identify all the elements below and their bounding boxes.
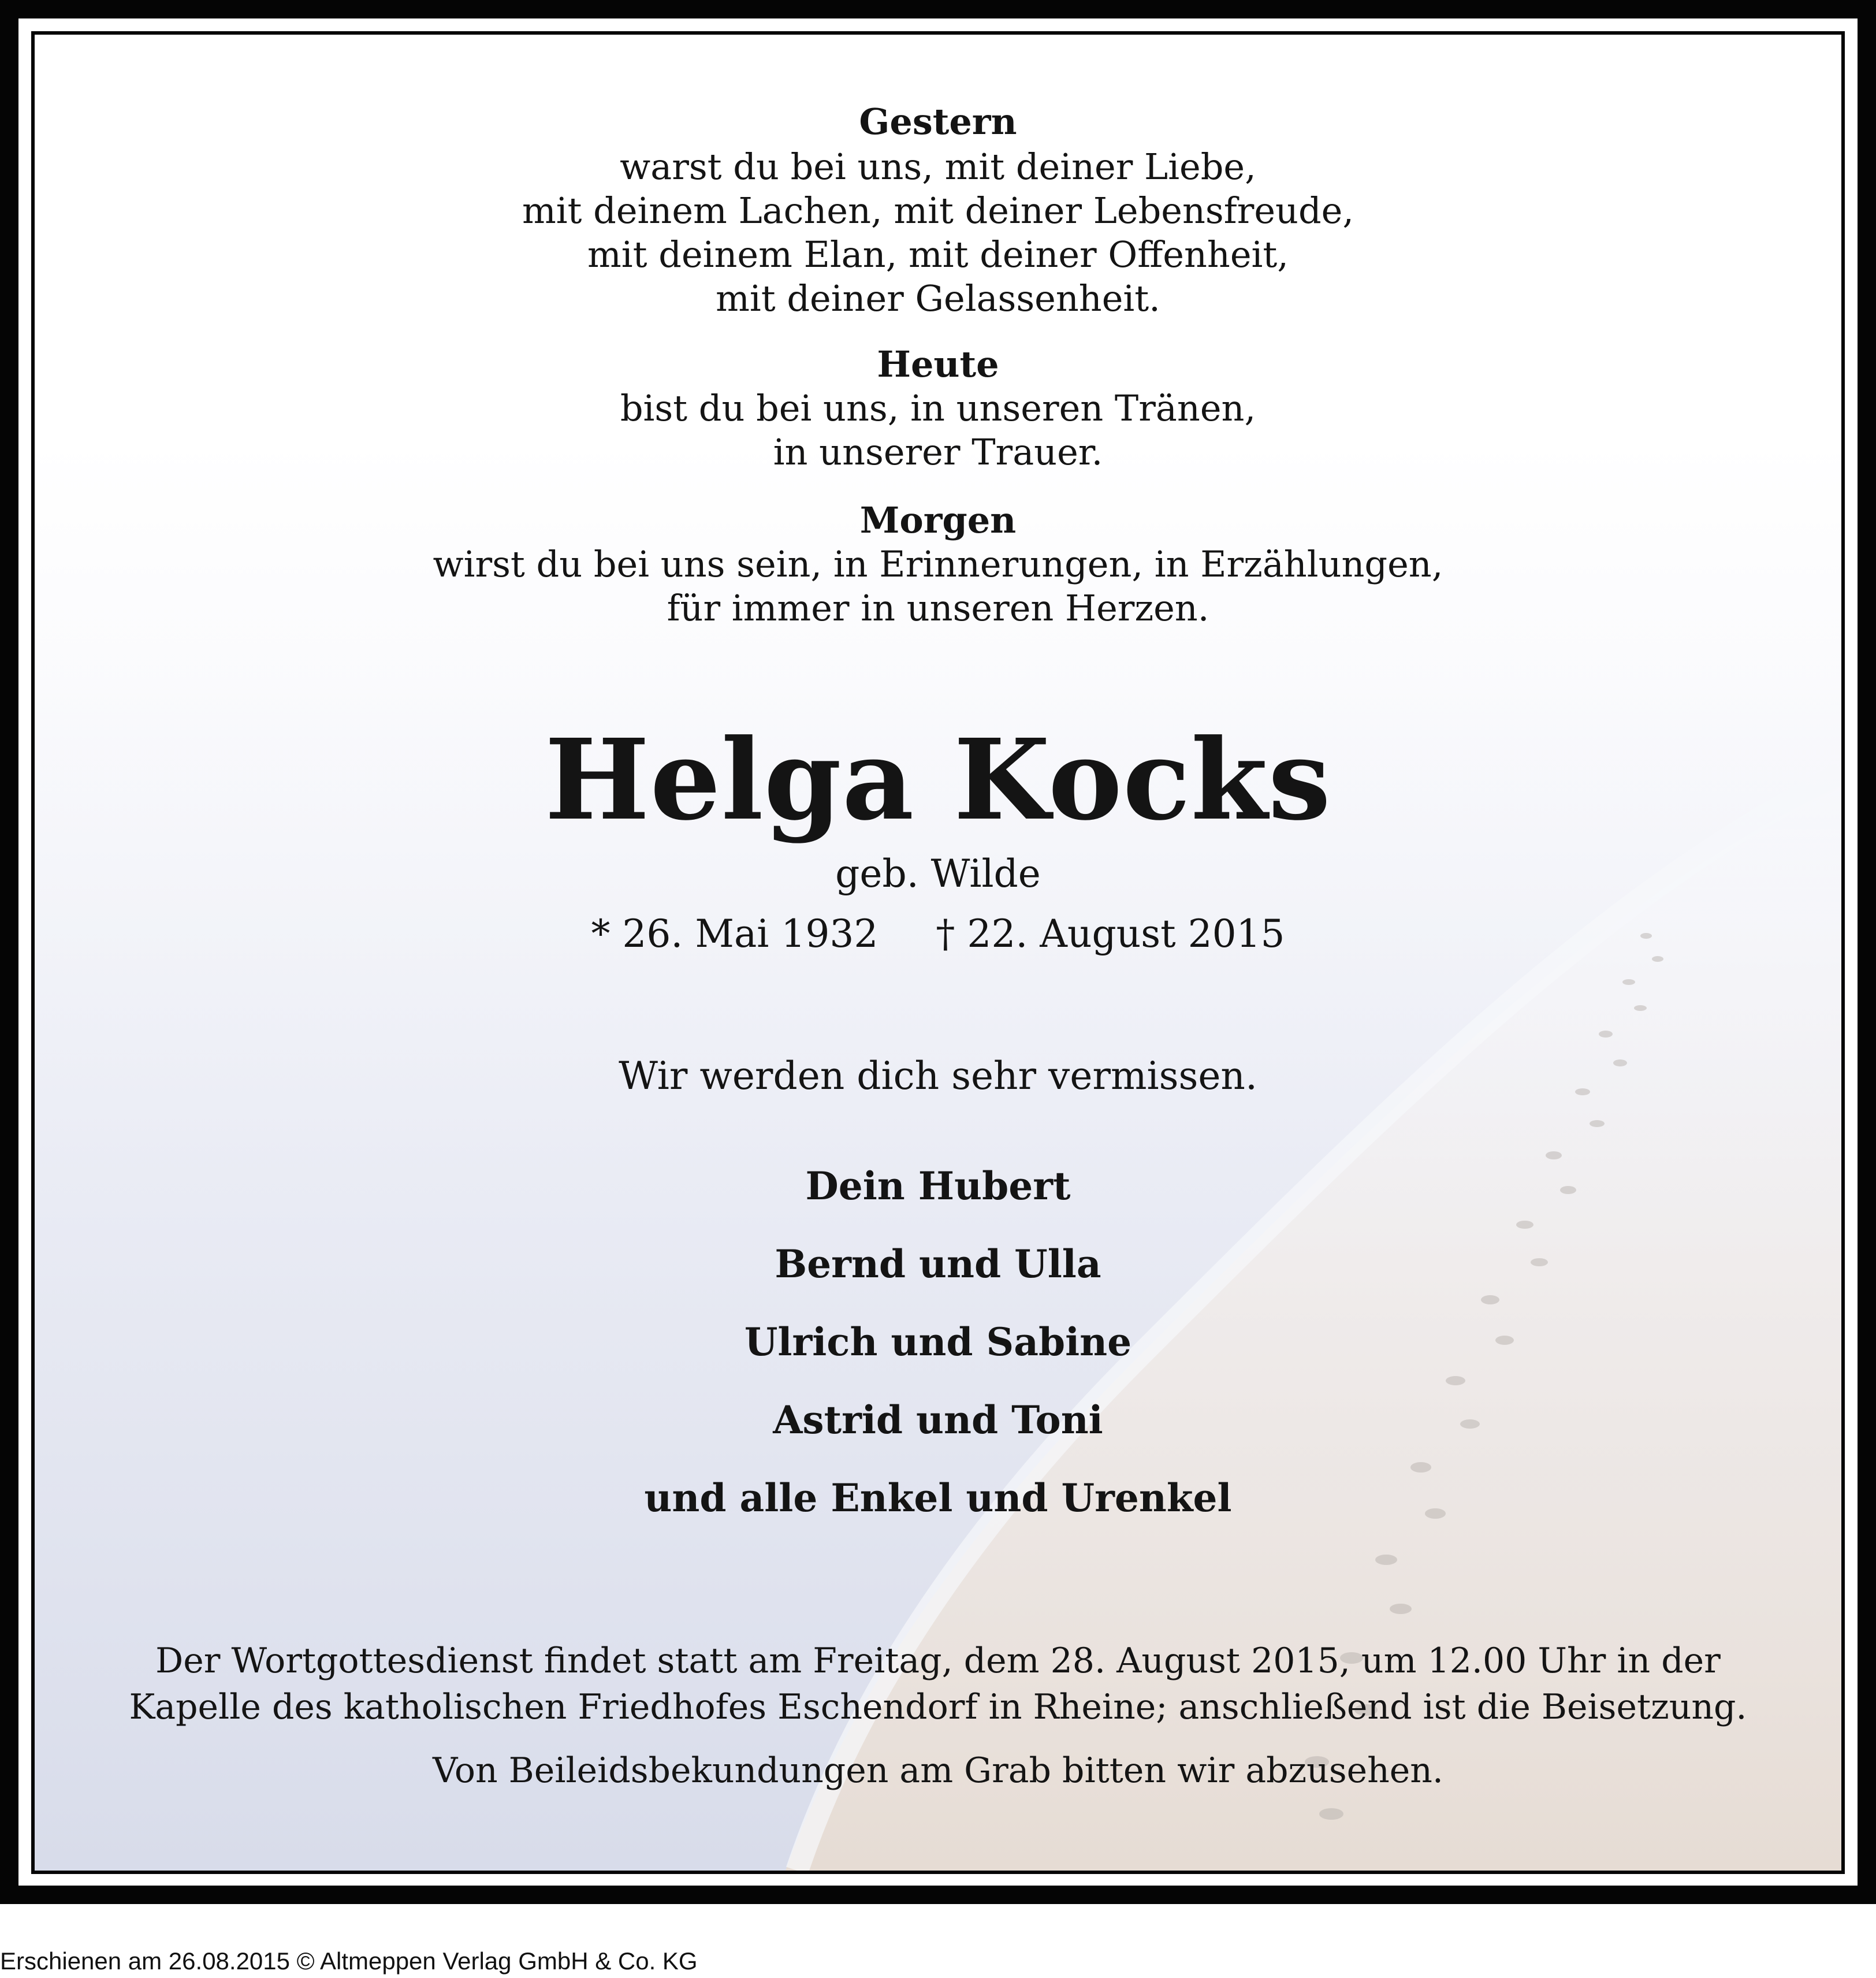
stanza-heading-morgen: Morgen	[859, 499, 1017, 541]
service-info-line: Kapelle des katholischen Friedhofes Eschendorf in Rheine; anschließend ist die Beisetzung.	[129, 1687, 1747, 1727]
stanza-line: warst du bei uns, mit deiner Liebe,	[620, 146, 1256, 188]
birth-date: * 26. Mai 1932	[591, 912, 879, 956]
frame-mat	[18, 18, 1858, 1886]
stanza-line: mit deinem Elan, mit deiner Offenheit,	[587, 233, 1289, 276]
stanza-heading-heute: Heute	[877, 343, 999, 385]
family-member: Astrid und Toni	[773, 1397, 1103, 1442]
life-dates	[35, 912, 1841, 956]
family-member: Dein Hubert	[805, 1163, 1071, 1209]
stanza-heading-gestern: Gestern	[859, 101, 1017, 143]
deceased-name: Helga Kocks	[545, 715, 1331, 845]
publication-footer: Erschienen am 26.08.2015 © Altmeppen Verlag GmbH & Co. KG	[0, 1947, 698, 1975]
family-member: und alle Enkel und Urenkel	[644, 1475, 1232, 1520]
stanza-line: in unserer Trauer.	[773, 431, 1103, 473]
stanza-line: bist du bei uns, in unseren Tränen,	[620, 387, 1256, 429]
service-info-line: Der Wortgottesdienst findet statt am Freitag, dem 28. August 2015, um 12.00 Uhr in der	[155, 1641, 1721, 1681]
stanza-line: mit deiner Gelassenheit.	[716, 277, 1160, 319]
obituary-panel	[31, 31, 1845, 1874]
farewell-message: Wir werden dich sehr vermissen.	[619, 1054, 1257, 1098]
condolence-note: Von Beileidsbekundungen am Grab bitten wir abzusehen.	[433, 1750, 1443, 1791]
stanza-line: mit deinem Lachen, mit deiner Lebensfreude,	[522, 189, 1354, 232]
obituary-text	[35, 35, 1841, 1871]
birth-name: geb. Wilde	[835, 852, 1041, 896]
stanza-line: für immer in unseren Herzen.	[667, 587, 1209, 629]
family-member: Bernd und Ulla	[775, 1241, 1101, 1287]
death-date: † 22. August 2015	[936, 912, 1285, 956]
stanza-line: wirst du bei uns sein, in Erinnerungen, in Erzählungen,	[433, 543, 1443, 585]
family-member: Ulrich und Sabine	[744, 1319, 1132, 1364]
